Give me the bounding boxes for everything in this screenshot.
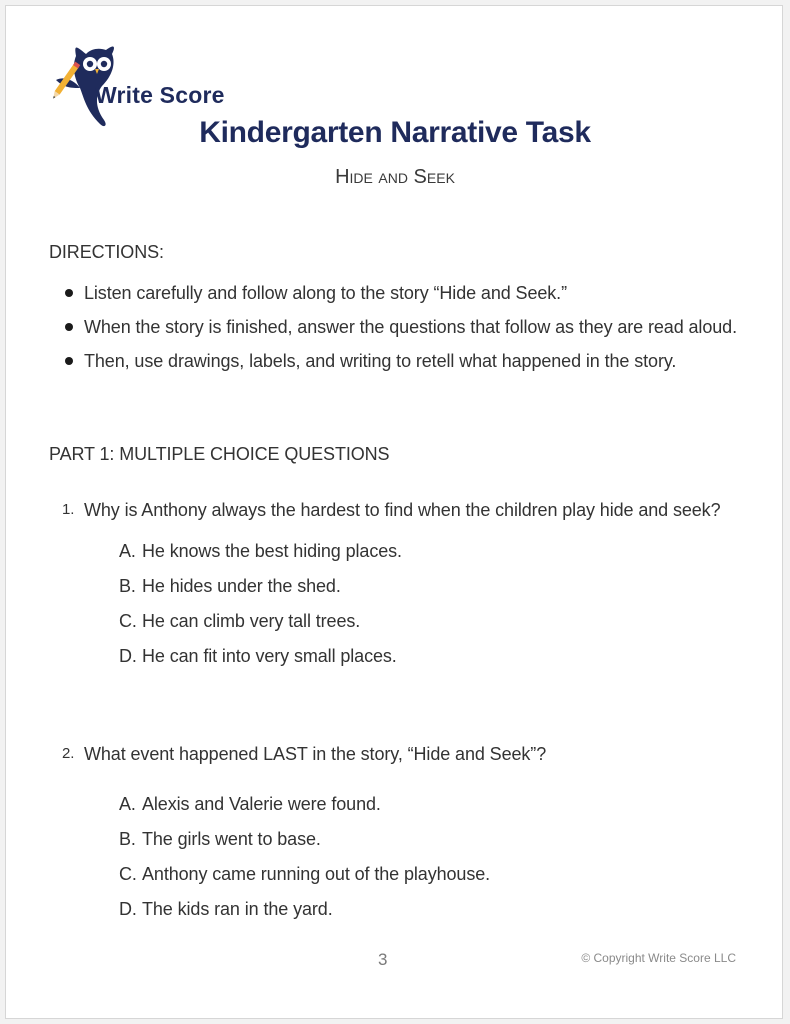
question-2 xyxy=(50,740,750,930)
question-text: What event happened LAST in the story, “Hide and Seek”? xyxy=(84,744,547,764)
page-number: 3 xyxy=(378,950,388,969)
page-subtitle: Hide and Seek xyxy=(335,166,455,188)
question-number: 2. xyxy=(62,745,75,762)
copyright-notice: © Copyright Write Score LLC xyxy=(581,951,736,965)
answer-option xyxy=(50,860,750,895)
option-letter: A. xyxy=(119,541,136,561)
option-letter: B. xyxy=(119,576,136,596)
option-letter: D. xyxy=(119,646,137,666)
option-text: The kids ran in the yard. xyxy=(142,899,333,919)
bullet-icon xyxy=(65,323,73,331)
directions-item-text: When the story is finished, answer the questions that follow as they are read aloud. xyxy=(84,317,737,337)
document-page xyxy=(5,5,783,1019)
option-letter: A. xyxy=(119,794,136,814)
answer-option xyxy=(50,895,750,930)
option-text: Alexis and Valerie were found. xyxy=(142,794,381,814)
answer-option xyxy=(50,607,750,642)
option-text: Anthony came running out of the playhouse. xyxy=(142,864,491,884)
answer-option xyxy=(50,642,750,677)
option-text: The girls went to base. xyxy=(142,829,321,849)
answer-option xyxy=(50,572,750,607)
directions-item xyxy=(50,347,750,375)
question-stem xyxy=(50,740,750,768)
answer-option xyxy=(50,790,750,825)
option-text: He knows the best hiding places. xyxy=(142,541,402,561)
directions-list xyxy=(50,279,750,381)
directions-item xyxy=(50,313,750,341)
answer-option xyxy=(50,825,750,860)
option-letter: C. xyxy=(119,611,137,631)
question-1 xyxy=(50,496,750,677)
option-letter: D. xyxy=(119,899,137,919)
page-title: Kindergarten Narrative Task xyxy=(199,116,591,149)
bullet-icon xyxy=(65,357,73,365)
bullet-icon xyxy=(65,289,73,297)
directions-heading: DIRECTIONS: xyxy=(49,242,164,262)
option-text: He can climb very tall trees. xyxy=(142,611,361,631)
option-text: He hides under the shed. xyxy=(142,576,341,596)
option-letter: B. xyxy=(119,829,136,849)
directions-item-text: Listen carefully and follow along to the story “Hide and Seek.” xyxy=(84,283,567,303)
answer-options xyxy=(50,790,750,930)
part1-heading: PART 1: MULTIPLE CHOICE QUESTIONS xyxy=(49,444,390,464)
answer-option xyxy=(50,537,750,572)
directions-item xyxy=(50,279,750,307)
question-number: 1. xyxy=(62,501,75,518)
question-text: Why is Anthony always the hardest to find when the children play hide and seek? xyxy=(84,500,721,520)
option-text: He can fit into very small places. xyxy=(142,646,397,666)
question-stem xyxy=(50,496,750,524)
option-letter: C. xyxy=(119,864,137,884)
directions-item-text: Then, use drawings, labels, and writing to retell what happened in the story. xyxy=(84,351,677,371)
logo-wordmark: Write Score xyxy=(95,82,225,108)
answer-options xyxy=(50,537,750,677)
